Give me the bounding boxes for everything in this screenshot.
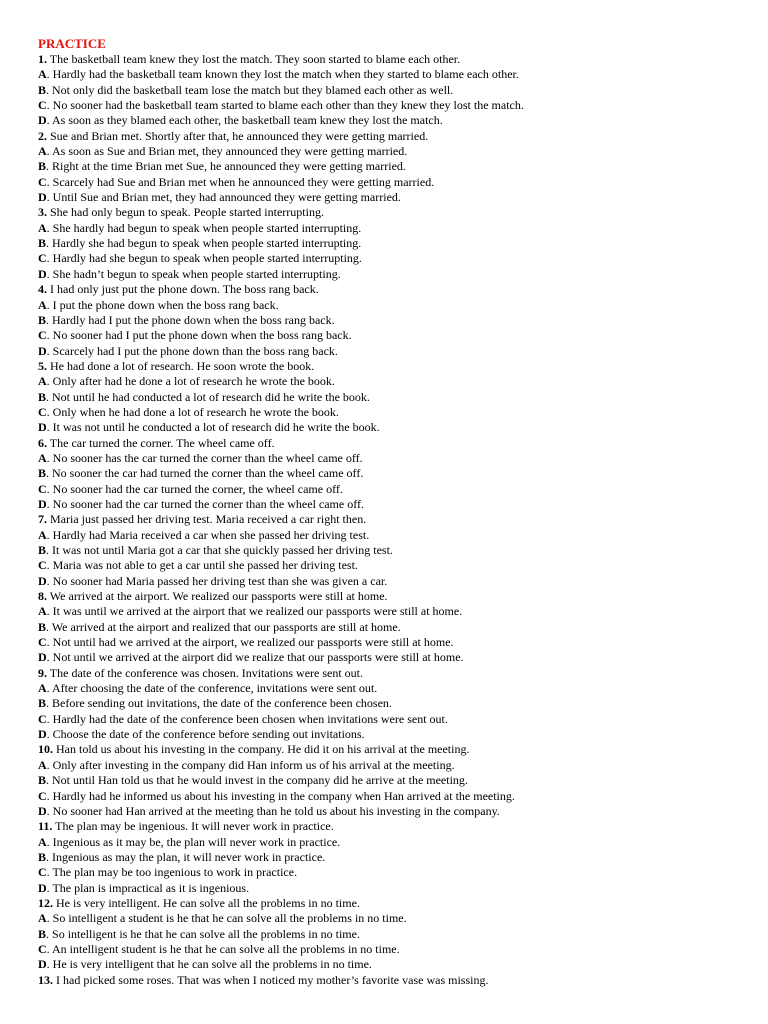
question-text: The plan may be ingenious. It will never work in practice. [55,819,334,834]
answer-option: B. Hardly had I put the phone down when the boss rang back. [38,312,335,327]
answer-option: C. Maria was not able to get a car until she passed her driving test. [38,558,358,573]
question-stem [38,52,758,67]
option-text: Scarcely had I put the phone down than the boss rang back. [52,343,338,358]
question-number: 4. [38,282,47,297]
question-stem [38,896,758,911]
answer-option: D. She hadn’t begun to speak when people started interrupting. [38,266,341,281]
option-text: Scarcely had Sue and Brian met when he announced they were getting married. [52,174,435,189]
question-number: 5. [38,358,47,373]
answer-option: D. Not until we arrived at the airport did we realize that our passports were still at home. [38,650,464,665]
option-text: Not until had we arrived at the airport, we realized our passports were still at home. [52,635,454,650]
question-number: 2. [38,128,47,143]
option-text: Not until Han told us that he would invest in the company did he arrive at the meeting. [52,773,468,788]
option-letter: C [38,251,47,266]
question-text: Sue and Brian met. Shortly after that, he announced they were getting married. [50,128,429,143]
option-text: No sooner the car had turned the corner than the wheel came off. [52,466,364,481]
option-letter: A [38,911,47,926]
answer-option: D. No sooner had Maria passed her driving test than she was given a car. [38,573,388,588]
question-stem [38,359,758,374]
option-text: Hardly had Maria received a car when she passed her driving test. [52,527,370,542]
option-text: Not until he had conducted a lot of research did he write the book. [52,389,370,404]
answer-option: C. Only when he had done a lot of research he wrote the book. [38,404,339,419]
option-text: An intelligent student is he that he can solve all the problems in no time. [52,941,400,956]
option-letter: A [38,681,47,696]
option-letter: C [38,865,47,880]
option-text: Hardly had he informed us about his investing in the company when Han arrived at the meeting. [52,788,515,803]
option-letter: D [38,573,47,588]
answer-option: A. Hardly had Maria received a car when she passed her driving test. [38,527,370,542]
option-letter: A [38,297,47,312]
question-stem [38,589,758,604]
answer-option: B. Not until he had conducted a lot of research did he write the book. [38,389,370,404]
option-text: The plan may be too ingenious to work in practice. [52,865,298,880]
question-stem [38,436,758,451]
answer-option: C. The plan may be too ingenious to work in practice. [38,865,298,880]
page-title: PRACTICE [38,36,106,51]
option-text: As soon as they blamed each other, the basketball team knew they lost the match. [52,113,443,128]
option-text: She hardly had begun to speak when people started interrupting. [52,220,362,235]
option-letter: B [38,236,47,251]
option-text: The plan is impractical as it is ingenious. [52,880,250,895]
question-number: 7. [38,512,47,527]
option-letter: A [38,220,47,235]
option-letter: B [38,926,47,941]
option-letter: A [38,834,47,849]
question-list [38,52,758,988]
option-text: So intelligent is he that he can solve all the problems in no time. [52,926,360,941]
option-letter: C [38,788,47,803]
option-text: It was until we arrived at the airport that we realized our passports were still at home. [52,604,463,619]
answer-option: D. He is very intelligent that he can solve all the problems in no time. [38,957,372,972]
question-text: I had only just put the phone down. The boss rang back. [50,282,319,297]
option-text: After choosing the date of the conference, invitations were sent out. [52,681,378,696]
answer-option: B. Not only did the basketball team lose the match but they blamed each other as well. [38,82,454,97]
option-text: Hardly had she begun to speak when people started interrupting. [52,251,362,266]
option-letter: B [38,619,47,634]
option-text: Hardly had I put the phone down when the boss rang back. [52,312,335,327]
option-letter: C [38,98,47,113]
question-number: 8. [38,589,47,604]
answer-option: B. No sooner the car had turned the corner than the wheel came off. [38,466,364,481]
question-number: 1. [38,52,47,66]
option-letter: D [38,420,47,435]
answer-option: A. No sooner has the car turned the corner than the wheel came off. [38,450,363,465]
option-letter: B [38,466,47,481]
option-letter: B [38,849,47,864]
answer-option: B. We arrived at the airport and realized that our passports are still at home. [38,619,401,634]
option-text: No sooner had the basketball team started to blame each other than they knew they lost the match. [52,98,524,113]
option-text: As soon as Sue and Brian met, they announced they were getting married. [52,144,408,159]
answer-option: C. Hardly had he informed us about his investing in the company when Han arrived at the meeting. [38,788,515,803]
option-text: Hardly had the basketball team known they lost the match when they started to blame each other. [52,67,519,82]
answer-option: B. Right at the time Brian met Sue, he announced they were getting married. [38,159,406,174]
question-number: 12. [38,895,53,910]
answer-option: D. Scarcely had I put the phone down than the boss rang back. [38,343,338,358]
question-number: 11. [38,819,53,834]
answer-option: A. After choosing the date of the conference, invitations were sent out. [38,681,378,696]
option-letter: D [38,496,47,511]
answer-option: B. So intelligent is he that he can solve all the problems in no time. [38,926,360,941]
option-letter: C [38,328,47,343]
answer-option: C. No sooner had I put the phone down when the boss rang back. [38,328,352,343]
option-text: Not until we arrived at the airport did we realize that our passports were still at home. [52,650,464,665]
option-letter: C [38,635,47,650]
answer-option: A. Only after investing in the company did Han inform us of his arrival at the meeting. [38,757,455,772]
option-text: Right at the time Brian met Sue, he announced they were getting married. [52,159,406,174]
option-letter: A [38,67,47,82]
question-text: The date of the conference was chosen. Invitations were sent out. [49,665,364,680]
option-letter: B [38,543,47,557]
option-letter: A [38,757,47,772]
question-number: 10. [38,742,53,757]
option-letter: D [38,727,47,742]
option-letter: B [38,82,47,97]
question-text: We arrived at the airport. We realized our passports were still at home. [49,589,388,604]
answer-option: C. Not until had we arrived at the airport, we realized our passports were still at home. [38,635,454,650]
answer-option: A. I put the phone down when the boss rang back. [38,297,279,312]
question-stem [38,129,758,144]
option-text: Maria was not able to get a car until she passed her driving test. [52,558,358,573]
option-text: No sooner had Han arrived at the meeting than he told us about his investing in the company. [52,803,500,818]
option-letter: B [38,696,47,711]
option-text: It was not until he conducted a lot of research did he write the book. [52,420,380,435]
option-letter: D [38,803,47,818]
answer-option: A. She hardly had begun to speak when people started interrupting. [38,220,362,235]
answer-option: D. The plan is impractical as it is ingenious. [38,880,250,895]
option-text: No sooner had I put the phone down when the boss rang back. [52,328,352,343]
option-letter: B [38,773,47,788]
answer-option: A. Ingenious as it may be, the plan will never work in practice. [38,834,341,849]
question-text: He is very intelligent. He can solve all the problems in no time. [56,895,360,910]
option-text: We arrived at the airport and realized that our passports are still at home. [51,619,401,634]
question-text: Han told us about his investing in the company. He did it on his arrival at the meeting. [56,742,470,757]
answer-option: D. It was not until he conducted a lot of research did he write the book. [38,420,380,435]
option-text: No sooner had Maria passed her driving test than she was given a car. [52,573,388,588]
option-letter: A [38,144,47,159]
option-letter: D [38,650,47,665]
question-stem [38,282,758,297]
option-letter: C [38,481,47,496]
option-text: So intelligent a student is he that he can solve all the problems in no time. [52,911,407,926]
question-text: I had picked some roses. That was when I noticed my mother’s favorite vase was missing. [56,972,489,987]
answer-option: B. Hardly she had begun to speak when people started interrupting. [38,236,362,251]
option-letter: D [38,113,47,128]
option-letter: C [38,404,47,419]
answer-option: C. No sooner had the car turned the corner, the wheel came off. [38,481,343,496]
option-text: Hardly she had begun to speak when people started interrupting. [52,236,362,251]
answer-option: D. As soon as they blamed each other, the basketball team knew they lost the match. [38,113,443,128]
question-stem [38,512,758,527]
question-text: The basketball team knew they lost the match. They soon started to blame each other. [49,52,461,66]
option-letter: C [38,558,47,573]
option-text: Only after had he done a lot of research he wrote the book. [52,374,335,389]
question-number: 6. [38,435,47,450]
answer-option: C. Scarcely had Sue and Brian met when he announced they were getting married. [38,174,435,189]
question-number: 9. [38,665,47,680]
option-letter: A [38,374,47,389]
option-letter: D [38,190,47,205]
question-number: 3. [38,205,47,220]
option-letter: C [38,941,47,956]
question-text: She had only begun to speak. People started interrupting. [50,205,324,220]
answer-option: A. As soon as Sue and Brian met, they announced they were getting married. [38,144,408,159]
answer-option: A. Only after had he done a lot of research he wrote the book. [38,374,335,389]
option-letter: D [38,343,47,358]
option-letter: A [38,604,47,619]
answer-option: C. No sooner had the basketball team started to blame each other than they knew they lost the match. [38,98,524,113]
answer-option: A. It was until we arrived at the airport that we realized our passports were still at home. [38,604,463,619]
question-text: He had done a lot of research. He soon wrote the book. [50,358,315,373]
option-text: Ingenious as may the plan, it will never work in practice. [52,849,326,864]
option-letter: C [38,174,47,189]
option-text: Not only did the basketball team lose the match but they blamed each other as well. [52,82,454,97]
option-text: No sooner has the car turned the corner than the wheel came off. [52,450,363,465]
option-letter: D [38,880,47,895]
option-letter: D [38,957,47,972]
option-letter: A [38,527,47,542]
answer-option: D. Choose the date of the conference before sending out invitations. [38,727,365,742]
answer-option: A. So intelligent a student is he that he can solve all the problems in no time. [38,911,407,926]
option-letter: C [38,711,47,726]
option-text: Only after investing in the company did Han inform us of his arrival at the meeting. [52,757,455,772]
question-text: The car turned the corner. The wheel came off. [49,435,275,450]
answer-option: B. Before sending out invitations, the date of the conference been chosen. [38,696,392,711]
answer-option: C. Hardly had the date of the conference been chosen when invitations were sent out. [38,711,448,726]
answer-option: D. No sooner had the car turned the corner than the wheel came off. [38,496,364,511]
option-text: Choose the date of the conference before sending out invitations. [52,727,365,742]
option-letter: B [38,389,47,404]
question-stem [38,666,758,681]
option-text: Until Sue and Brian met, they had announced they were getting married. [52,190,401,205]
question-text: Maria just passed her driving test. Maria received a car right then. [50,512,367,527]
answer-option: D. No sooner had Han arrived at the meeting than he told us about his investing in the company. [38,803,500,818]
answer-option: C. Hardly had she begun to speak when people started interrupting. [38,251,362,266]
option-text: No sooner had the car turned the corner, the wheel came off. [52,481,343,496]
question-stem [38,205,758,220]
option-letter: D [38,266,47,281]
option-text: She hadn’t begun to speak when people started interrupting. [52,266,341,281]
option-letter: A [38,450,47,465]
answer-option: A. Hardly had the basketball team known they lost the match when they started to blame each other. [38,67,519,82]
answer-option: B. Ingenious as may the plan, it will never work in practice. [38,849,326,864]
option-text: I put the phone down when the boss rang back. [52,297,279,312]
option-text: No sooner had the car turned the corner than the wheel came off. [52,496,364,511]
question-number: 13. [38,972,53,987]
answer-option: B. Not until Han told us that he would invest in the company did he arrive at the meeting. [38,773,468,788]
option-text: Hardly had the date of the conference been chosen when invitations were sent out. [52,711,448,726]
option-text: Before sending out invitations, the date of the conference been chosen. [52,696,392,711]
answer-option: B. It was not until Maria got a car that she quickly passed her driving test. [38,543,393,557]
option-letter: B [38,159,47,174]
practice-page [38,35,758,988]
question-stem [38,819,758,834]
option-text: It was not until Maria got a car that she quickly passed her driving test. [52,543,393,557]
question-stem [38,742,758,757]
option-text: Ingenious as it may be, the plan will never work in practice. [52,834,341,849]
option-text: Only when he had done a lot of research he wrote the book. [52,404,339,419]
option-text: He is very intelligent that he can solve all the problems in no time. [52,957,372,972]
option-letter: B [38,312,47,327]
answer-option: D. Until Sue and Brian met, they had announced they were getting married. [38,190,401,205]
answer-option: C. An intelligent student is he that he can solve all the problems in no time. [38,941,400,956]
question-stem [38,973,758,988]
